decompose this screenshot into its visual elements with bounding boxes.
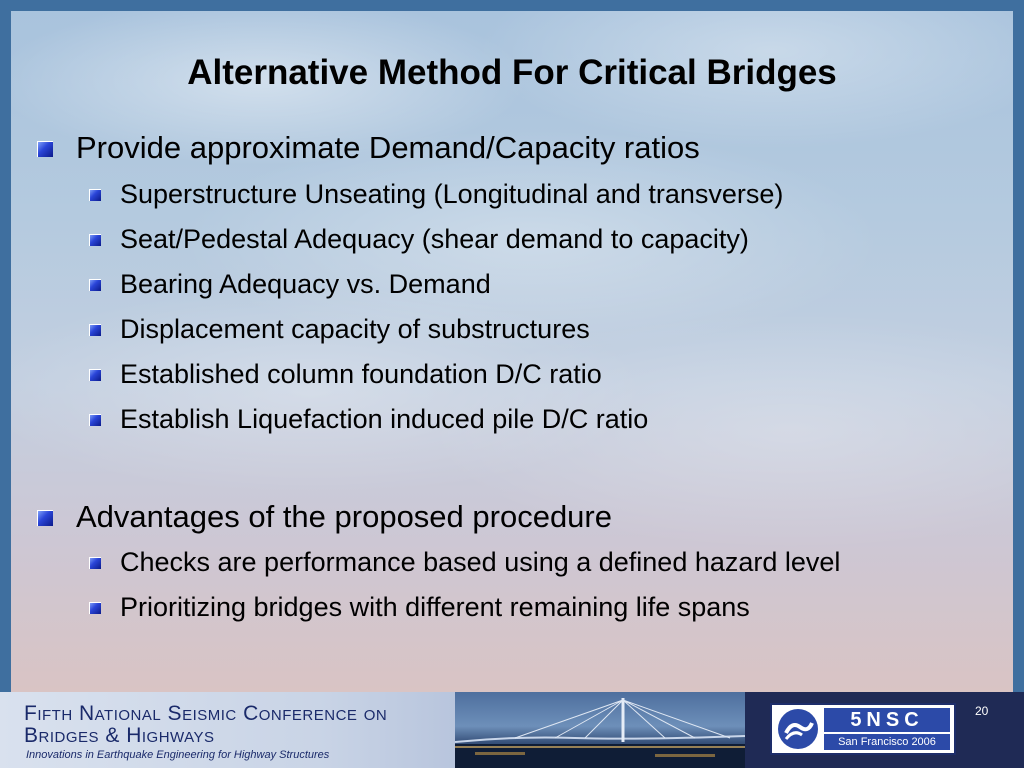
bullet-level2: [120, 313, 590, 345]
logo-location: San Francisco 2006: [824, 734, 950, 750]
bullet-text: Prioritizing bridges with different remaining life spans: [120, 592, 750, 622]
bullet-square-icon: [89, 602, 101, 614]
wave-emblem-icon: [778, 709, 818, 749]
bullet-square-icon: [89, 557, 101, 569]
bullet-square-icon: [89, 279, 101, 291]
bullet-level1: [76, 499, 612, 535]
bullet-text: Advantages of the proposed procedure: [76, 499, 612, 534]
conference-title-line1: Fifth National Seismic Conference on: [24, 702, 388, 725]
conference-title-line2: Bridges & Highways: [24, 724, 215, 747]
bullet-square-icon: [89, 324, 101, 336]
bullet-text: Established column foundation D/C ratio: [120, 359, 602, 389]
bullet-square-icon: [89, 234, 101, 246]
page-number: 20: [975, 704, 989, 718]
bullet-level2: [120, 546, 840, 578]
bullet-text: Establish Liquefaction induced pile D/C ratio: [120, 404, 649, 434]
conference-banner: [0, 692, 455, 768]
5nsc-logo: [770, 703, 956, 755]
bullet-text: Displacement capacity of substructures: [120, 314, 590, 344]
bullet-level2: [120, 268, 491, 300]
bullet-square-icon: [89, 369, 101, 381]
bridge-illustration-icon: [455, 692, 745, 768]
bullet-text: Provide approximate Demand/Capacity ratios: [76, 130, 700, 165]
bullet-text: Seat/Pedestal Adequacy (shear demand to capacity): [120, 224, 749, 254]
bullet-level2: [120, 178, 783, 210]
logo-name: 5NSC: [824, 708, 950, 732]
bullet-text: Superstructure Unseating (Longitudinal and transverse): [120, 179, 784, 209]
bullet-square-icon: [37, 510, 53, 526]
bullet-text: Bearing Adequacy vs. Demand: [120, 269, 491, 299]
bullet-square-icon: [89, 189, 101, 201]
bullet-level2: [120, 358, 602, 390]
conference-subtitle: Innovations in Earthquake Engineering for Highway Structures: [26, 749, 330, 761]
slide-title: Alternative Method For Critical Bridges: [187, 53, 837, 92]
bullet-level2: [120, 223, 749, 255]
bullet-level1: [76, 130, 700, 166]
bridge-photo: [455, 692, 745, 768]
bullet-level2: [120, 591, 750, 623]
conference-footer: [0, 692, 1024, 768]
bullet-square-icon: [89, 414, 101, 426]
bullet-level2: [120, 403, 648, 435]
bullet-square-icon: [37, 141, 53, 157]
slide-body: [11, 11, 1013, 692]
bullet-text: Checks are performance based using a defined hazard level: [120, 547, 841, 577]
